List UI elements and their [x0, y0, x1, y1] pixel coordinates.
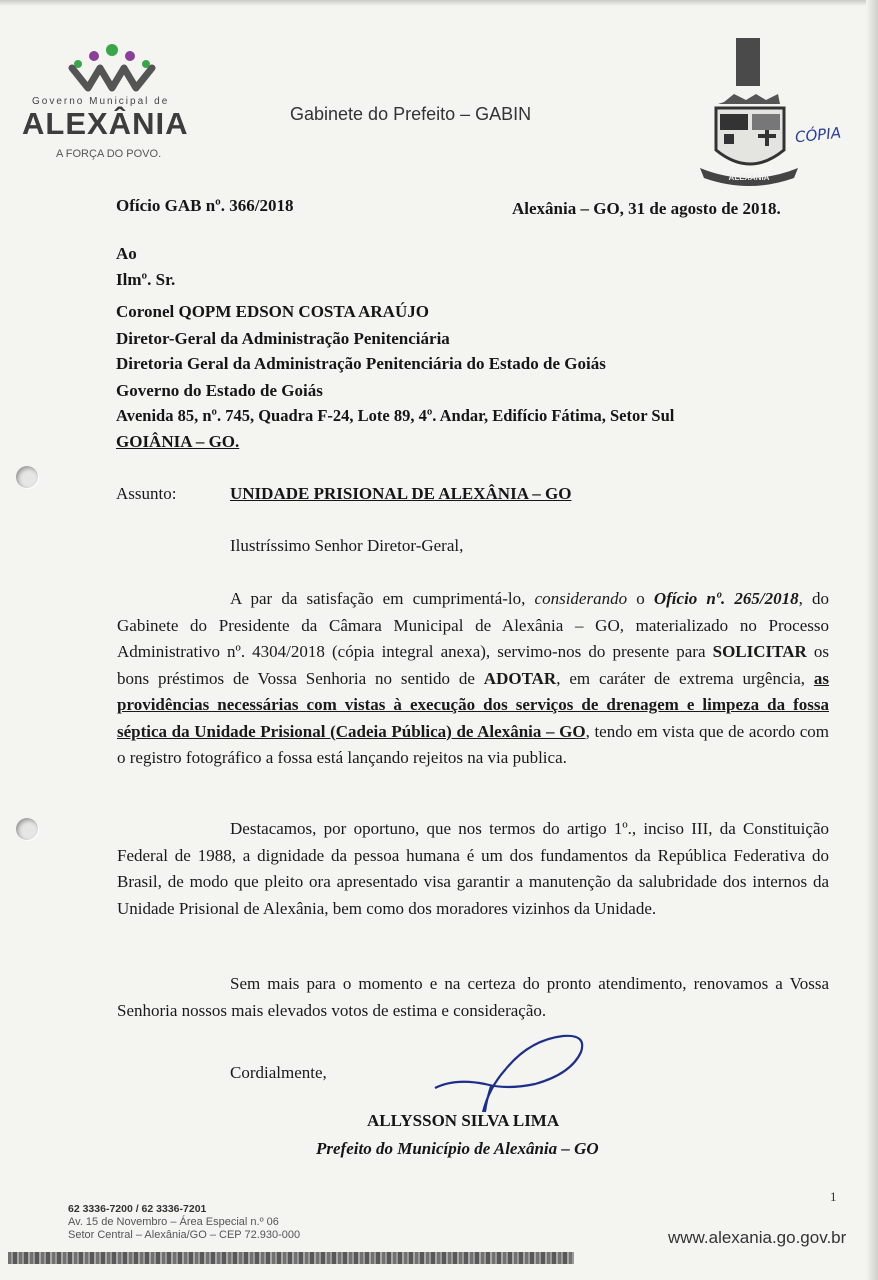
- recipient-line: Coronel QOPM EDSON COSTA ARAÚJO: [116, 302, 429, 321]
- footer-website: www.alexania.go.gov.br: [668, 1228, 847, 1247]
- document-number: Ofício GAB nº. 366/2018: [116, 196, 294, 215]
- page-number: 1: [830, 1189, 837, 1204]
- recipient-line: Diretor-Geral da Administração Penitenciária: [116, 329, 450, 348]
- handwritten-note: CÓPIA: [794, 123, 842, 147]
- recipient-line: Governo do Estado de Goiás: [116, 381, 323, 400]
- punch-hole: [16, 466, 38, 488]
- footer-address-1: Av. 15 de Novembro – Área Especial n.º 06: [68, 1216, 279, 1228]
- body-paragraph-3: Sem mais para o momento e na certeza do pronto atendimento, renovamos a Vossa Senhoria nossos mais elevados votos de estima e consideração.: [117, 974, 829, 1020]
- municipal-logo-icon: [64, 40, 160, 92]
- recipient-city: GOIÂNIA – GO.: [116, 432, 240, 451]
- logo-name: ALEXÂNIA: [22, 106, 189, 141]
- salutation: Ilustríssimo Senhor Diretor-Geral,: [230, 536, 464, 555]
- body-paragraph-2: Destacamos, por oportuno, que nos termos do artigo 1º., inciso III, da Constituição Federal de 1988, a dignidade da pessoa humana é um dos fundamentos da República Federativa do Brasil, de modo que pleito ora apresentado visa garantir a manutenção da salubridade dos internos da Unidade Prisional de Alexânia, bem como dos moradores vizinhos da Unidade.: [117, 819, 829, 918]
- footer-decorative-bar: [8, 1252, 574, 1264]
- crest-top-bar: [736, 38, 760, 86]
- crest-banner-text: ALEXÂNIA: [728, 173, 770, 182]
- recipient-line: Ilmº. Sr.: [116, 270, 176, 289]
- municipal-crest-icon: [694, 94, 804, 186]
- recipient-line: Diretoria Geral da Administração Penitenciária do Estado de Goiás: [116, 354, 606, 373]
- subject-value: UNIDADE PRISIONAL DE ALEXÂNIA – GO: [230, 484, 572, 503]
- punch-hole: [16, 818, 38, 840]
- office-name: Gabinete do Prefeito – GABIN: [290, 104, 532, 124]
- closing: Cordialmente,: [230, 1063, 327, 1082]
- signatory-title: Prefeito do Município de Alexânia – GO: [316, 1139, 599, 1158]
- logo-tagline: A FORÇA DO POVO.: [56, 148, 162, 160]
- body-paragraph-1: A par da satisfação em cumprimentá-lo, considerando o Ofício nº. 265/2018, do Gabinete do Presidente da Câmara Municipal de Alexânia – GO, materializado no Processo Administrativo nº. 4304/2018 (cópia integral anexa), servimo-nos do presente para SOLICITAR os bons préstimos de Vossa Senhoria no sentido de ADOTAR, em caráter de extrema urgência, as providências necessárias com vistas à execução dos serviços de drenagem e limpeza da fossa séptica da Unidade Prisional (Cadeia Pública) de Alexânia – GO, tendo em vista que de acordo com o registro fotográfico a fossa está lançando rejeitos na via publica.: [117, 589, 830, 767]
- subject-label: Assunto:: [116, 484, 177, 503]
- recipient-line: Avenida 85, nº. 745, Quadra F-24, Lote 89, 4º. Andar, Edifício Fátima, Setor Sul: [116, 406, 675, 425]
- recipient-line: Ao: [116, 244, 137, 263]
- footer-phones: 62 3336-7200 / 62 3336-7201: [68, 1203, 207, 1215]
- logo-small-text: Governo Municipal de: [32, 96, 170, 107]
- document-date: Alexânia – GO, 31 de agosto de 2018.: [512, 199, 781, 218]
- signatory-name: ALLYSSON SILVA LIMA: [367, 1111, 560, 1130]
- signature-scribble: [425, 1028, 615, 1118]
- footer-address-2: Setor Central – Alexânia/GO – CEP 72.930-000: [68, 1229, 301, 1241]
